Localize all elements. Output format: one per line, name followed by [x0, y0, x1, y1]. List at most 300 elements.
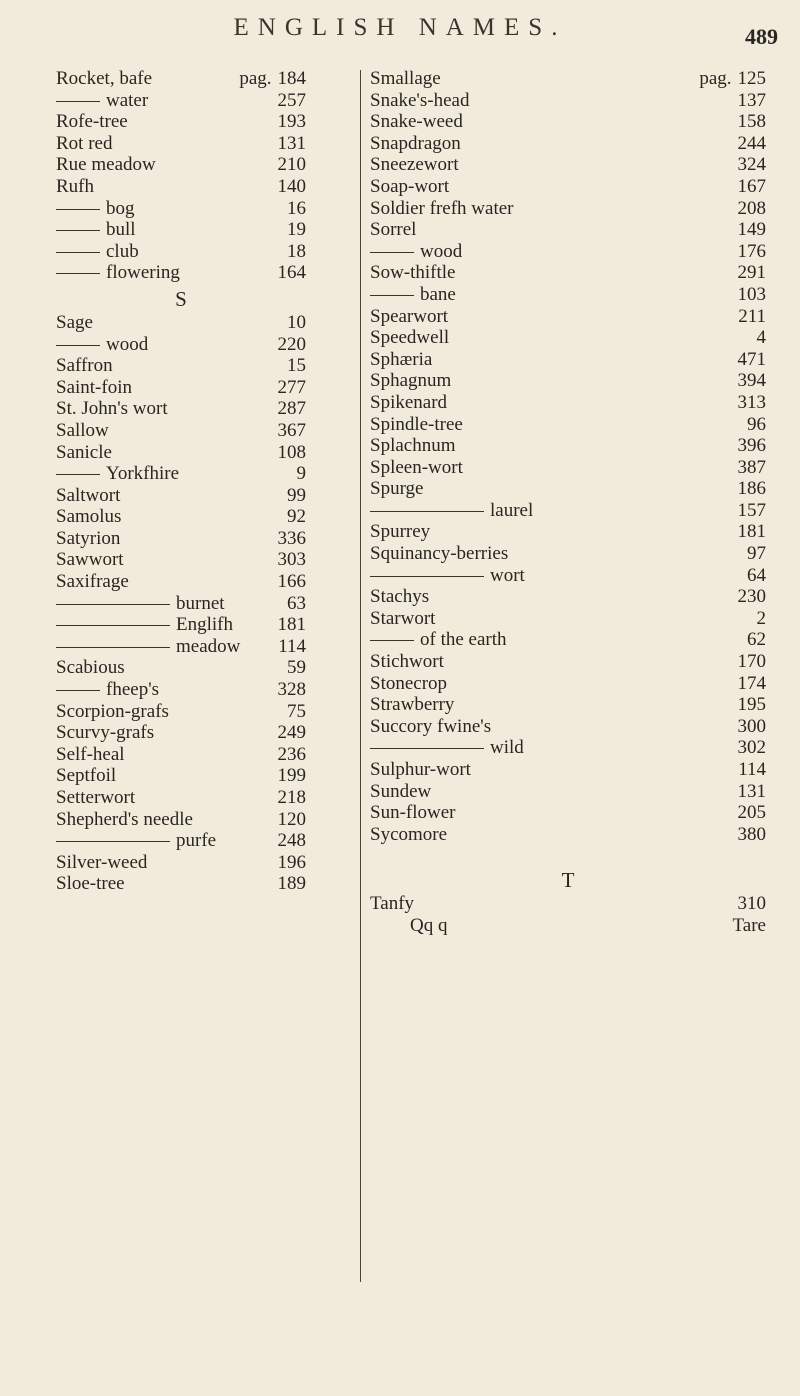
entry-page: [287, 312, 306, 334]
entry-page: [738, 284, 767, 306]
entry-page: [278, 852, 307, 874]
entry-page: [278, 614, 307, 636]
entry-page: [747, 414, 766, 436]
page-ref: 303: [277, 549, 306, 571]
entry-term: Spleen-wort: [370, 456, 463, 478]
signature-mark: Qq q: [410, 914, 448, 936]
page-ref: 324: [737, 154, 766, 176]
page-ref: 97: [747, 543, 766, 565]
page-number: 489: [745, 24, 778, 49]
entry-term: Stichwort: [370, 651, 444, 673]
entry-term: Tanfy: [370, 893, 415, 915]
entry-term: Succory fwine's: [370, 715, 492, 737]
page-ref: 208: [737, 197, 766, 219]
entry-term: Stachys: [370, 586, 430, 608]
entry-term: Sage: [56, 311, 93, 333]
index-entry: [370, 457, 766, 479]
entry-term: Sow-thiftle: [370, 262, 456, 284]
entry-page: [287, 657, 306, 679]
entry-term: Sneezewort: [370, 154, 459, 176]
entry-page: [699, 68, 766, 90]
index-entry: [56, 787, 306, 809]
entry-page: [747, 565, 766, 587]
index-entry: [370, 802, 766, 824]
entry-term: Scurvy-grafs: [56, 722, 155, 744]
index-entry: [370, 629, 766, 651]
page-ref: 277: [277, 376, 306, 398]
entry-page: [738, 737, 767, 759]
index-entry: [56, 377, 306, 399]
entry-term: Sun-flower: [370, 802, 456, 824]
entry-page: [757, 327, 767, 349]
page-ref: 387: [737, 456, 766, 478]
entry-term: wild: [490, 737, 524, 759]
page-ref: 103: [737, 283, 766, 305]
index-entry: [370, 349, 766, 371]
catchword: Tare: [732, 914, 766, 936]
entry-term: Scabious: [56, 657, 125, 679]
entry-term: Rocket, bafe: [56, 68, 153, 89]
index-entry: [56, 657, 306, 679]
index-entry: [56, 679, 306, 701]
entry-page: [278, 176, 307, 198]
index-entry: [56, 528, 306, 550]
page-ref: 220: [277, 333, 306, 355]
entry-page: [287, 593, 306, 615]
entry-page: [278, 809, 307, 831]
page-ref: 164: [277, 262, 306, 284]
page-ref: 181: [737, 521, 766, 543]
entry-page: [738, 241, 767, 263]
entry-term: Snake-weed: [370, 111, 463, 133]
entry-term: meadow: [176, 635, 241, 657]
entry-term: Sallow: [56, 419, 109, 441]
page-ref: 114: [278, 635, 306, 657]
page-ref: 15: [287, 355, 306, 377]
entry-page: [278, 765, 307, 787]
entry-page: [738, 154, 767, 176]
index-entry: [370, 111, 766, 133]
page-ref: 99: [287, 484, 306, 506]
index-entry: [370, 241, 766, 263]
entry-term: Sphæria: [370, 348, 433, 370]
entry-term: Speedwell: [370, 327, 450, 349]
index-entry: [370, 133, 766, 155]
page-ref: 230: [737, 586, 766, 608]
entry-term: Stonecrop: [370, 672, 448, 694]
page-ref: 195: [737, 694, 766, 716]
page-ref: 2: [756, 607, 766, 629]
index-entry: [370, 327, 766, 349]
page-ref: 471: [737, 348, 766, 370]
entry-page: [278, 377, 307, 399]
column-divider: [360, 70, 361, 1282]
index-entry: [56, 312, 306, 334]
entry-page: [278, 398, 307, 420]
entry-page: [738, 133, 767, 155]
entry-term: Starwort: [370, 607, 436, 629]
page-ref: 367: [277, 419, 306, 441]
page-ref: 170: [737, 651, 766, 673]
index-entry: [370, 586, 766, 608]
page-prefix: pag.: [699, 68, 732, 89]
entry-page: [738, 198, 767, 220]
index-entry: [370, 370, 766, 392]
entry-page: [278, 679, 307, 701]
entry-page: [738, 521, 767, 543]
entry-page: [278, 133, 307, 155]
page-ref: 166: [277, 571, 306, 593]
index-entry: [56, 198, 306, 220]
page-ref: 10: [287, 311, 306, 333]
entry-term: Silver-weed: [56, 851, 148, 873]
entry-page: [738, 370, 767, 392]
entry-page: [738, 694, 767, 716]
entry-page: [278, 90, 307, 112]
entry-term: Sulphur-wort: [370, 759, 471, 780]
page-ref: 313: [737, 391, 766, 413]
entry-page: [738, 435, 767, 457]
entry-term: club: [106, 240, 139, 262]
index-entry: [56, 219, 306, 241]
index-entry: [370, 893, 766, 915]
entry-term: Spearwort: [370, 305, 449, 327]
index-entry: [370, 500, 766, 522]
entry-term: St. John's wort: [56, 398, 168, 420]
page-ref: 287: [277, 398, 306, 420]
entry-term: of the earth: [420, 629, 507, 651]
page-ref: 96: [747, 413, 766, 435]
entry-page: [738, 500, 767, 522]
index-entry: [56, 154, 306, 176]
index-entry: [56, 809, 306, 831]
entry-page: [287, 355, 306, 377]
page-ref: 193: [277, 111, 306, 133]
entry-page: [278, 744, 307, 766]
entry-term: Yorkfhire: [106, 463, 180, 485]
entry-page: [738, 457, 767, 479]
entry-term: wort: [490, 564, 525, 586]
entry-term: bane: [420, 283, 456, 305]
index-entry: [370, 651, 766, 673]
entry-page: [278, 420, 307, 442]
entry-page: [738, 176, 767, 198]
entry-page: [738, 349, 767, 371]
entry-term: Strawberry: [370, 694, 455, 716]
entry-term: wood: [420, 240, 463, 262]
index-group-s: [56, 312, 306, 895]
entry-term: flowering: [106, 262, 180, 284]
entry-term: laurel: [490, 499, 534, 521]
entry-term: Saint-foin: [56, 376, 132, 398]
page-ref: 336: [277, 527, 306, 549]
page-ref: 4: [756, 327, 766, 349]
entry-page: [278, 830, 307, 852]
page-ref: 328: [277, 679, 306, 701]
index-entry: [56, 111, 306, 133]
entry-term: Sawwort: [56, 549, 124, 571]
page-footer: [370, 915, 766, 937]
entry-page: [738, 673, 767, 695]
page-ref: 300: [737, 715, 766, 737]
section-letter-t: T: [561, 868, 575, 893]
page-ref: 149: [737, 219, 766, 241]
entry-term: Shepherd's needle: [56, 808, 193, 830]
index-entry: [370, 673, 766, 695]
page-ref: 244: [737, 132, 766, 154]
page-ref: 18: [287, 240, 306, 262]
entry-term: burnet: [176, 592, 225, 614]
page-ref: 199: [277, 765, 306, 787]
index-entry: [370, 90, 766, 112]
page-ref: 394: [737, 370, 766, 392]
index-entry: [56, 830, 306, 852]
index-group-t: [370, 893, 766, 915]
entry-term: Snake's-head: [370, 89, 470, 111]
entry-term: water: [106, 89, 149, 111]
page-ref: 131: [277, 132, 306, 154]
index-entry: [370, 521, 766, 543]
entry-page: [738, 802, 767, 824]
entry-term: Rufh: [56, 175, 94, 197]
entry-term: Squinancy-berries: [370, 543, 509, 565]
entry-term: Spurge: [370, 478, 424, 500]
page-ref: 380: [737, 823, 766, 845]
page-ref: 63: [287, 592, 306, 614]
index-entry: [370, 392, 766, 414]
page-ref: 75: [287, 700, 306, 722]
entry-term: Scorpion-grafs: [56, 700, 169, 722]
index-entry: [56, 133, 306, 155]
entry-term: bog: [106, 197, 135, 219]
entry-page: [278, 442, 307, 464]
index-entry: [370, 219, 766, 241]
index-entry: [56, 420, 306, 442]
entry-term: Saxifrage: [56, 571, 129, 593]
index-entry: [370, 781, 766, 803]
running-title: ENGLISH NAMES.: [233, 14, 567, 41]
page-prefix: pag.: [239, 68, 272, 89]
entry-page: [738, 759, 766, 781]
page-ref: 186: [737, 478, 766, 500]
left-column: [56, 68, 306, 895]
entry-page: [738, 781, 767, 803]
page-ref: 137: [737, 89, 766, 111]
page-ref: 140: [277, 175, 306, 197]
entry-term: Sanicle: [56, 441, 112, 463]
entry-term: Sundew: [370, 780, 432, 802]
index-entry: [56, 241, 306, 263]
page-ref: 257: [277, 89, 306, 111]
entry-page: [738, 716, 767, 738]
page-ref: 218: [277, 787, 306, 808]
entry-term: wood: [106, 333, 149, 355]
page-ref: 19: [287, 219, 306, 241]
entry-term: Englifh: [176, 614, 233, 636]
page-ref: 62: [747, 629, 766, 651]
index-entry: [370, 435, 766, 457]
page-ref: 174: [737, 672, 766, 694]
entry-page: [287, 506, 306, 528]
index-entry: [56, 334, 306, 356]
entry-page: [738, 651, 767, 673]
page-ref: 396: [737, 435, 766, 457]
index-entry: [370, 306, 766, 328]
page-ref: 59: [287, 657, 306, 679]
index-entry: [370, 262, 766, 284]
entry-page: [287, 241, 306, 263]
entry-term: Spikenard: [370, 391, 448, 413]
entry-term: Sphagnum: [370, 370, 452, 392]
index-entry: [56, 485, 306, 507]
index-entry: [370, 284, 766, 306]
index-entry: [56, 593, 306, 615]
index-entry: [370, 608, 766, 630]
index-entry: [56, 873, 306, 895]
index-entry: [56, 262, 306, 284]
entry-term: Septfoil: [56, 765, 117, 787]
index-entry: [56, 68, 306, 90]
page-ref: 176: [737, 240, 766, 262]
entry-page: [278, 873, 307, 895]
entry-term: Smallage: [370, 68, 441, 89]
index-entry: [56, 614, 306, 636]
page-ref: 196: [277, 851, 306, 873]
index-entry: [56, 90, 306, 112]
index-entry: [56, 571, 306, 593]
entry-page: [738, 262, 767, 284]
page-ref: 291: [737, 262, 766, 284]
page-ref: 120: [277, 808, 306, 830]
index-entry: [56, 176, 306, 198]
index-entry: [370, 414, 766, 436]
entry-term: Self-heal: [56, 743, 125, 765]
entry-page: [278, 549, 307, 571]
entry-term: Sycomore: [370, 823, 448, 845]
page-ref: 9: [296, 463, 306, 485]
index-entry: [370, 198, 766, 220]
entry-page: [287, 485, 306, 507]
entry-term: fheep's: [106, 679, 160, 701]
index-entry: [370, 565, 766, 587]
entry-term: Rue meadow: [56, 154, 156, 176]
entry-page: [747, 629, 766, 651]
index-entry: [370, 716, 766, 738]
page-ref: 310: [737, 893, 766, 915]
page-ref: 114: [738, 759, 766, 780]
entry-page: [738, 306, 766, 328]
page-ref: 157: [737, 499, 766, 521]
page-ref: 248: [277, 830, 306, 852]
entry-term: Setterwort: [56, 787, 136, 808]
index-entry: [370, 478, 766, 500]
entry-page: [297, 463, 307, 485]
entry-term: bull: [106, 219, 136, 241]
entry-page: [287, 198, 306, 220]
index-group-r: [56, 68, 306, 284]
page-ref: 205: [737, 802, 766, 824]
page-ref: 249: [277, 722, 306, 744]
index-entry: [370, 824, 766, 846]
index-entry: [56, 744, 306, 766]
entry-page: [747, 543, 766, 565]
entry-page: [278, 334, 307, 356]
index-entry: [56, 765, 306, 787]
index-entry: [56, 506, 306, 528]
entry-page: [278, 787, 307, 809]
entry-term: Sorrel: [370, 219, 417, 241]
entry-page: [278, 636, 306, 658]
right-column: [370, 68, 766, 937]
entry-term: Spurrey: [370, 521, 431, 543]
page-ref: 108: [277, 441, 306, 463]
page-ref: 184: [277, 68, 306, 89]
entry-page: [738, 392, 767, 414]
page-ref: 125: [737, 68, 766, 89]
entry-page: [738, 219, 767, 241]
entry-term: Saffron: [56, 355, 113, 377]
page-ref: 236: [277, 743, 306, 765]
entry-page: [738, 111, 767, 133]
index-entry: [56, 549, 306, 571]
page-ref: 210: [277, 154, 306, 176]
page-ref: 131: [737, 780, 766, 802]
entry-page: [278, 722, 307, 744]
entry-page: [278, 154, 307, 176]
entry-page: [278, 528, 307, 550]
index-entry: [370, 176, 766, 198]
index-entry: [370, 737, 766, 759]
index-group-s-continued: [370, 68, 766, 845]
page-ref: 181: [277, 614, 306, 636]
index-entry: [56, 701, 306, 723]
index-entry: [56, 636, 306, 658]
entry-page: [278, 111, 307, 133]
entry-page: [278, 571, 307, 593]
index-entry: [56, 355, 306, 377]
entry-term: Rofe-tree: [56, 111, 128, 133]
entry-page: [738, 90, 767, 112]
index-entry: [370, 154, 766, 176]
entry-page: [287, 701, 306, 723]
entry-term: Sloe-tree: [56, 873, 125, 895]
index-entry: [56, 463, 306, 485]
page-ref: 167: [737, 175, 766, 197]
entry-term: Satyrion: [56, 527, 121, 549]
page-ref: 92: [287, 506, 306, 528]
index-entry: [56, 442, 306, 464]
entry-page: [278, 262, 307, 284]
index-entry: [370, 759, 766, 781]
entry-term: Soldier frefh water: [370, 197, 514, 219]
index-entry: [370, 543, 766, 565]
entry-term: Splachnum: [370, 435, 456, 457]
entry-term: Saltwort: [56, 484, 121, 506]
entry-term: Samolus: [56, 506, 122, 528]
index-entry: [56, 398, 306, 420]
entry-term: Spindle-tree: [370, 413, 463, 435]
entry-page: [757, 608, 767, 630]
page-ref: 211: [738, 305, 766, 327]
entry-page: [738, 586, 767, 608]
section-letter-s: S: [175, 286, 187, 311]
page-ref: 16: [287, 197, 306, 219]
page-ref: 158: [737, 111, 766, 133]
page-ref: 64: [747, 564, 766, 586]
page-ref: 302: [737, 737, 766, 759]
entry-term: Soap-wort: [370, 175, 450, 197]
entry-term: purfe: [176, 830, 217, 852]
